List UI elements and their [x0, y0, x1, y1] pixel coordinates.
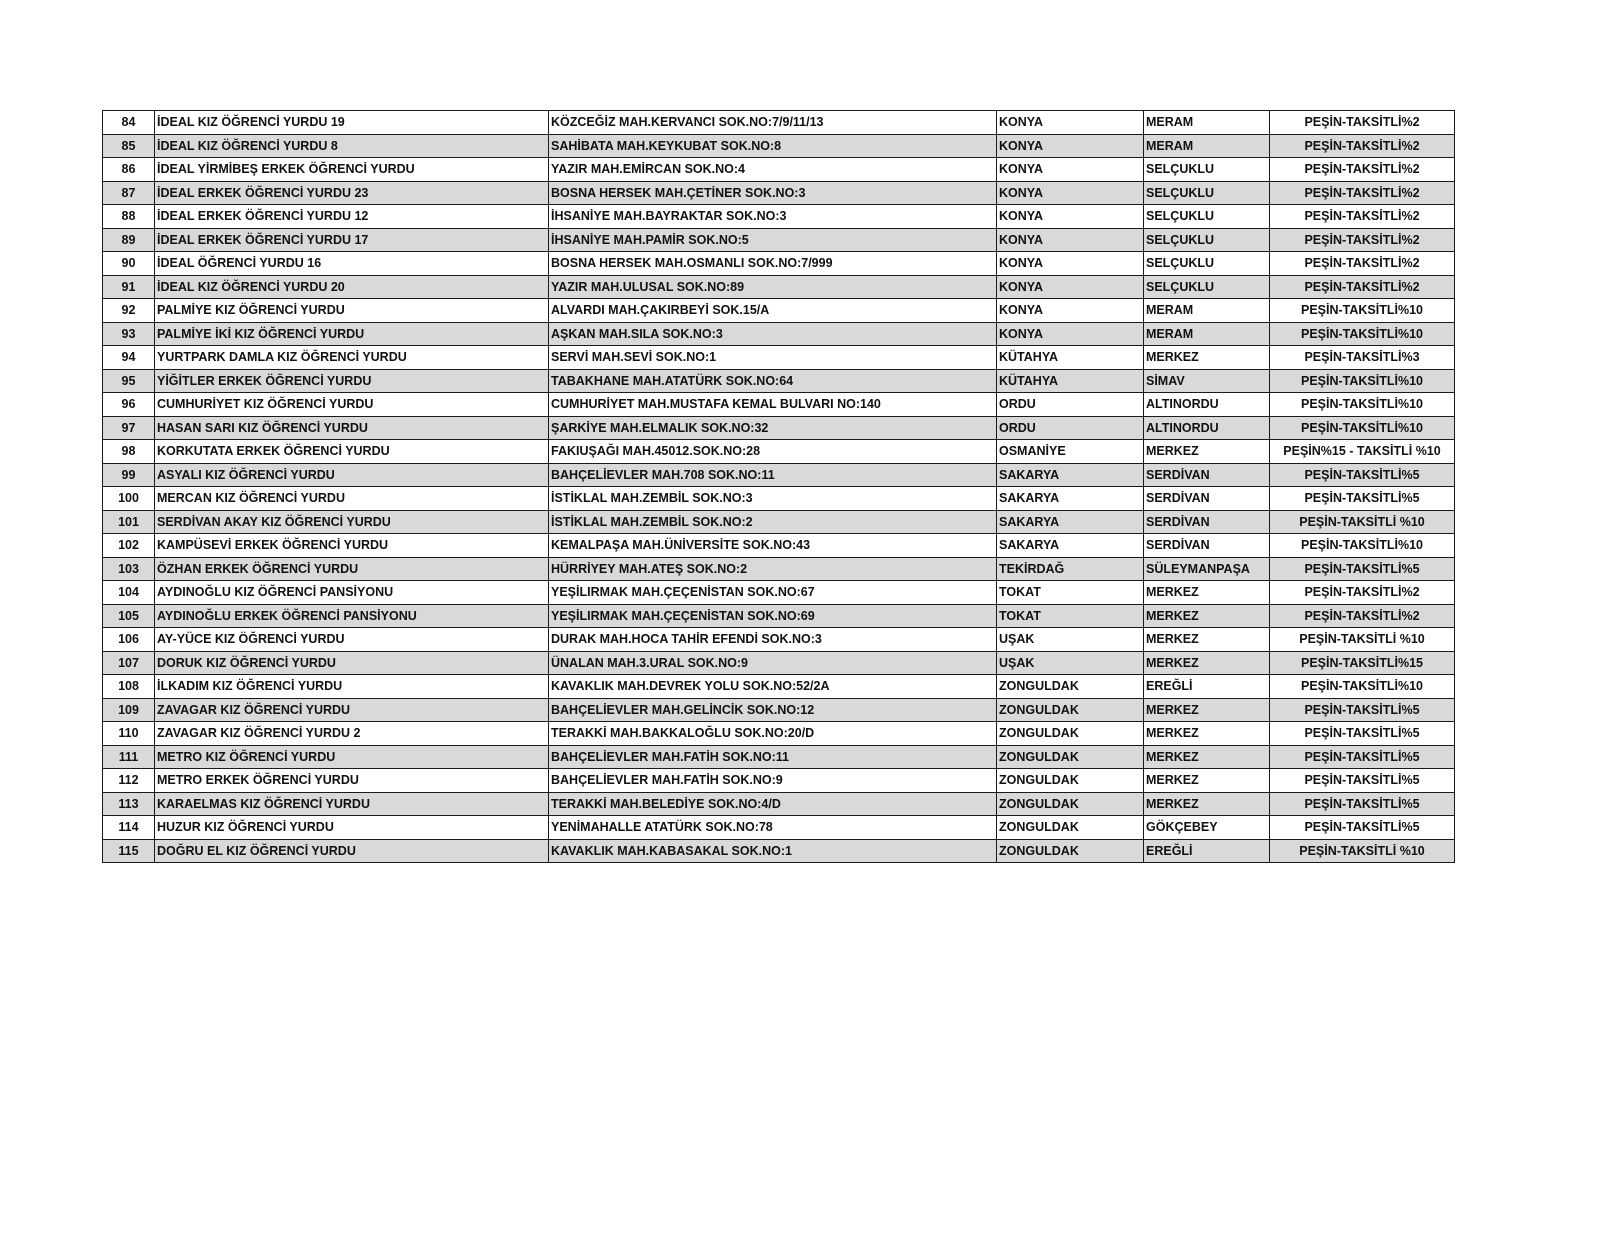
payment-cell: PEŞİN-TAKSİTLİ%10	[1270, 322, 1455, 346]
district-cell: SERDİVAN	[1144, 534, 1270, 558]
city-cell: ZONGULDAK	[997, 769, 1144, 793]
payment-cell: PEŞİN%15 - TAKSİTLİ %10	[1270, 440, 1455, 464]
payment-cell: PEŞİN-TAKSİTLİ%5	[1270, 557, 1455, 581]
dormitory-sheet	[102, 110, 1455, 863]
address-cell: BAHÇELİEVLER MAH.708 SOK.NO:11	[549, 463, 997, 487]
dorm-name-cell: ZAVAGAR KIZ ÖĞRENCİ YURDU	[155, 698, 549, 722]
city-cell: ZONGULDAK	[997, 698, 1144, 722]
table-row	[103, 252, 1455, 276]
city-cell: KONYA	[997, 205, 1144, 229]
payment-cell: PEŞİN-TAKSİTLİ%5	[1270, 792, 1455, 816]
district-cell: MERKEZ	[1144, 698, 1270, 722]
district-cell: MERAM	[1144, 299, 1270, 323]
table-row	[103, 393, 1455, 417]
payment-cell: PEŞİN-TAKSİTLİ %10	[1270, 839, 1455, 863]
dormitory-table	[102, 110, 1455, 863]
table-row	[103, 839, 1455, 863]
dorm-name-cell: İDEAL KIZ ÖĞRENCİ YURDU 20	[155, 275, 549, 299]
table-body	[103, 111, 1455, 863]
dorm-name-cell: ZAVAGAR KIZ ÖĞRENCİ YURDU 2	[155, 722, 549, 746]
row-number-cell: 94	[103, 346, 155, 370]
dorm-name-cell: DOĞRU EL KIZ ÖĞRENCİ YURDU	[155, 839, 549, 863]
payment-cell: PEŞİN-TAKSİTLİ%2	[1270, 205, 1455, 229]
payment-cell: PEŞİN-TAKSİTLİ%10	[1270, 393, 1455, 417]
dorm-name-cell: KARAELMAS KIZ ÖĞRENCİ YURDU	[155, 792, 549, 816]
dorm-name-cell: PALMİYE İKİ KIZ ÖĞRENCİ YURDU	[155, 322, 549, 346]
address-cell: BAHÇELİEVLER MAH.GELİNCİK SOK.NO:12	[549, 698, 997, 722]
payment-cell: PEŞİN-TAKSİTLİ%2	[1270, 252, 1455, 276]
address-cell: YEŞİLIRMAK MAH.ÇEÇENİSTAN SOK.NO:69	[549, 604, 997, 628]
payment-cell: PEŞİN-TAKSİTLİ %10	[1270, 510, 1455, 534]
city-cell: SAKARYA	[997, 510, 1144, 534]
district-cell: ALTINORDU	[1144, 416, 1270, 440]
district-cell: GÖKÇEBEY	[1144, 816, 1270, 840]
table-row	[103, 322, 1455, 346]
table-row	[103, 651, 1455, 675]
row-number-cell: 113	[103, 792, 155, 816]
row-number-cell: 97	[103, 416, 155, 440]
city-cell: TEKİRDAĞ	[997, 557, 1144, 581]
address-cell: YEŞİLIRMAK MAH.ÇEÇENİSTAN SOK.NO:67	[549, 581, 997, 605]
table-row	[103, 228, 1455, 252]
dorm-name-cell: HUZUR KIZ ÖĞRENCİ YURDU	[155, 816, 549, 840]
payment-cell: PEŞİN-TAKSİTLİ%2	[1270, 275, 1455, 299]
address-cell: BAHÇELİEVLER MAH.FATİH SOK.NO:9	[549, 769, 997, 793]
table-row	[103, 534, 1455, 558]
district-cell: MERKEZ	[1144, 604, 1270, 628]
district-cell: MERKEZ	[1144, 346, 1270, 370]
row-number-cell: 114	[103, 816, 155, 840]
payment-cell: PEŞİN-TAKSİTLİ%2	[1270, 181, 1455, 205]
table-row	[103, 134, 1455, 158]
city-cell: KONYA	[997, 134, 1144, 158]
table-row	[103, 111, 1455, 135]
dorm-name-cell: AYDINOĞLU ERKEK ÖĞRENCİ PANSİYONU	[155, 604, 549, 628]
dorm-name-cell: İDEAL ERKEK ÖĞRENCİ YURDU 12	[155, 205, 549, 229]
dorm-name-cell: METRO ERKEK ÖĞRENCİ YURDU	[155, 769, 549, 793]
city-cell: SAKARYA	[997, 534, 1144, 558]
table-row	[103, 722, 1455, 746]
address-cell: CUMHURİYET MAH.MUSTAFA KEMAL BULVARI NO:140	[549, 393, 997, 417]
district-cell: MERKEZ	[1144, 440, 1270, 464]
table-row	[103, 628, 1455, 652]
dorm-name-cell: MERCAN KIZ ÖĞRENCİ YURDU	[155, 487, 549, 511]
row-number-cell: 86	[103, 158, 155, 182]
table-row	[103, 205, 1455, 229]
payment-cell: PEŞİN-TAKSİTLİ%5	[1270, 698, 1455, 722]
address-cell: BOSNA HERSEK MAH.OSMANLI SOK.NO:7/999	[549, 252, 997, 276]
dorm-name-cell: AY-YÜCE KIZ ÖĞRENCİ YURDU	[155, 628, 549, 652]
table-row	[103, 769, 1455, 793]
payment-cell: PEŞİN-TAKSİTLİ%5	[1270, 463, 1455, 487]
city-cell: KONYA	[997, 181, 1144, 205]
district-cell: SERDİVAN	[1144, 487, 1270, 511]
address-cell: SAHİBATA MAH.KEYKUBAT SOK.NO:8	[549, 134, 997, 158]
dorm-name-cell: SERDİVAN AKAY KIZ ÖĞRENCİ YURDU	[155, 510, 549, 534]
address-cell: SERVİ MAH.SEVİ SOK.NO:1	[549, 346, 997, 370]
table-row	[103, 181, 1455, 205]
payment-cell: PEŞİN-TAKSİTLİ%15	[1270, 651, 1455, 675]
district-cell: SELÇUKLU	[1144, 158, 1270, 182]
district-cell: SELÇUKLU	[1144, 252, 1270, 276]
city-cell: SAKARYA	[997, 487, 1144, 511]
address-cell: DURAK MAH.HOCA TAHİR EFENDİ SOK.NO:3	[549, 628, 997, 652]
table-row	[103, 792, 1455, 816]
row-number-cell: 101	[103, 510, 155, 534]
row-number-cell: 84	[103, 111, 155, 135]
address-cell: ALVARDI MAH.ÇAKIRBEYİ SOK.15/A	[549, 299, 997, 323]
city-cell: TOKAT	[997, 604, 1144, 628]
row-number-cell: 115	[103, 839, 155, 863]
table-row	[103, 440, 1455, 464]
table-row	[103, 581, 1455, 605]
district-cell: SELÇUKLU	[1144, 275, 1270, 299]
address-cell: TABAKHANE MAH.ATATÜRK SOK.NO:64	[549, 369, 997, 393]
row-number-cell: 89	[103, 228, 155, 252]
district-cell: MERKEZ	[1144, 722, 1270, 746]
address-cell: İHSANİYE MAH.PAMİR SOK.NO:5	[549, 228, 997, 252]
district-cell: MERAM	[1144, 111, 1270, 135]
city-cell: KÜTAHYA	[997, 369, 1144, 393]
dorm-name-cell: CUMHURİYET KIZ ÖĞRENCİ YURDU	[155, 393, 549, 417]
row-number-cell: 96	[103, 393, 155, 417]
row-number-cell: 87	[103, 181, 155, 205]
city-cell: KONYA	[997, 158, 1144, 182]
address-cell: İHSANİYE MAH.BAYRAKTAR SOK.NO:3	[549, 205, 997, 229]
city-cell: ZONGULDAK	[997, 839, 1144, 863]
district-cell: EREĞLİ	[1144, 675, 1270, 699]
district-cell: MERKEZ	[1144, 581, 1270, 605]
payment-cell: PEŞİN-TAKSİTLİ%5	[1270, 722, 1455, 746]
address-cell: KAVAKLIK MAH.KABASAKAL SOK.NO:1	[549, 839, 997, 863]
city-cell: ZONGULDAK	[997, 745, 1144, 769]
payment-cell: PEŞİN-TAKSİTLİ%2	[1270, 111, 1455, 135]
payment-cell: PEŞİN-TAKSİTLİ%5	[1270, 816, 1455, 840]
payment-cell: PEŞİN-TAKSİTLİ%2	[1270, 581, 1455, 605]
district-cell: ALTINORDU	[1144, 393, 1270, 417]
row-number-cell: 109	[103, 698, 155, 722]
table-row	[103, 604, 1455, 628]
row-number-cell: 102	[103, 534, 155, 558]
district-cell: SERDİVAN	[1144, 463, 1270, 487]
city-cell: KONYA	[997, 111, 1144, 135]
district-cell: MERKEZ	[1144, 792, 1270, 816]
row-number-cell: 110	[103, 722, 155, 746]
city-cell: KONYA	[997, 252, 1144, 276]
row-number-cell: 105	[103, 604, 155, 628]
dorm-name-cell: İDEAL KIZ ÖĞRENCİ YURDU 8	[155, 134, 549, 158]
row-number-cell: 90	[103, 252, 155, 276]
dorm-name-cell: İDEAL ERKEK ÖĞRENCİ YURDU 17	[155, 228, 549, 252]
table-row	[103, 275, 1455, 299]
payment-cell: PEŞİN-TAKSİTLİ%2	[1270, 158, 1455, 182]
address-cell: TERAKKİ MAH.BAKKALOĞLU SOK.NO:20/D	[549, 722, 997, 746]
district-cell: SELÇUKLU	[1144, 181, 1270, 205]
payment-cell: PEŞİN-TAKSİTLİ%5	[1270, 745, 1455, 769]
city-cell: ZONGULDAK	[997, 675, 1144, 699]
table-row	[103, 158, 1455, 182]
row-number-cell: 98	[103, 440, 155, 464]
district-cell: SERDİVAN	[1144, 510, 1270, 534]
dorm-name-cell: AYDINOĞLU KIZ ÖĞRENCİ PANSİYONU	[155, 581, 549, 605]
city-cell: KONYA	[997, 299, 1144, 323]
payment-cell: PEŞİN-TAKSİTLİ%3	[1270, 346, 1455, 370]
row-number-cell: 104	[103, 581, 155, 605]
district-cell: MERAM	[1144, 322, 1270, 346]
payment-cell: PEŞİN-TAKSİTLİ%2	[1270, 604, 1455, 628]
address-cell: BAHÇELİEVLER MAH.FATİH SOK.NO:11	[549, 745, 997, 769]
dorm-name-cell: İLKADIM KIZ ÖĞRENCİ YURDU	[155, 675, 549, 699]
row-number-cell: 107	[103, 651, 155, 675]
row-number-cell: 103	[103, 557, 155, 581]
dorm-name-cell: ÖZHAN ERKEK ÖĞRENCİ YURDU	[155, 557, 549, 581]
payment-cell: PEŞİN-TAKSİTLİ%10	[1270, 675, 1455, 699]
address-cell: TERAKKİ MAH.BELEDİYE SOK.NO:4/D	[549, 792, 997, 816]
table-row	[103, 369, 1455, 393]
dorm-name-cell: YURTPARK DAMLA KIZ ÖĞRENCİ YURDU	[155, 346, 549, 370]
city-cell: OSMANİYE	[997, 440, 1144, 464]
city-cell: KÜTAHYA	[997, 346, 1144, 370]
district-cell: MERKEZ	[1144, 628, 1270, 652]
district-cell: SELÇUKLU	[1144, 228, 1270, 252]
payment-cell: PEŞİN-TAKSİTLİ%10	[1270, 534, 1455, 558]
payment-cell: PEŞİN-TAKSİTLİ%2	[1270, 228, 1455, 252]
table-row	[103, 745, 1455, 769]
address-cell: YENİMAHALLE ATATÜRK SOK.NO:78	[549, 816, 997, 840]
payment-cell: PEŞİN-TAKSİTLİ%5	[1270, 769, 1455, 793]
row-number-cell: 100	[103, 487, 155, 511]
district-cell: MERKEZ	[1144, 745, 1270, 769]
address-cell: YAZIR MAH.EMİRCAN SOK.NO:4	[549, 158, 997, 182]
dorm-name-cell: İDEAL ÖĞRENCİ YURDU 16	[155, 252, 549, 276]
row-number-cell: 99	[103, 463, 155, 487]
city-cell: ORDU	[997, 416, 1144, 440]
address-cell: İSTİKLAL MAH.ZEMBİL SOK.NO:3	[549, 487, 997, 511]
address-cell: ŞARKİYE MAH.ELMALIK SOK.NO:32	[549, 416, 997, 440]
address-cell: KAVAKLIK MAH.DEVREK YOLU SOK.NO:52/2A	[549, 675, 997, 699]
dorm-name-cell: PALMİYE KIZ ÖĞRENCİ YURDU	[155, 299, 549, 323]
address-cell: KEMALPAŞA MAH.ÜNİVERSİTE SOK.NO:43	[549, 534, 997, 558]
payment-cell: PEŞİN-TAKSİTLİ%2	[1270, 134, 1455, 158]
dorm-name-cell: DORUK KIZ ÖĞRENCİ YURDU	[155, 651, 549, 675]
city-cell: KONYA	[997, 275, 1144, 299]
payment-cell: PEŞİN-TAKSİTLİ%10	[1270, 416, 1455, 440]
table-row	[103, 816, 1455, 840]
table-row	[103, 510, 1455, 534]
dorm-name-cell: HASAN SARI KIZ ÖĞRENCİ YURDU	[155, 416, 549, 440]
address-cell: AŞKAN MAH.SILA SOK.NO:3	[549, 322, 997, 346]
address-cell: FAKIUŞAĞI MAH.45012.SOK.NO:28	[549, 440, 997, 464]
row-number-cell: 95	[103, 369, 155, 393]
row-number-cell: 93	[103, 322, 155, 346]
row-number-cell: 88	[103, 205, 155, 229]
payment-cell: PEŞİN-TAKSİTLİ%10	[1270, 299, 1455, 323]
payment-cell: PEŞİN-TAKSİTLİ %10	[1270, 628, 1455, 652]
city-cell: UŞAK	[997, 651, 1144, 675]
row-number-cell: 85	[103, 134, 155, 158]
payment-cell: PEŞİN-TAKSİTLİ%10	[1270, 369, 1455, 393]
district-cell: MERAM	[1144, 134, 1270, 158]
address-cell: ÜNALAN MAH.3.URAL SOK.NO:9	[549, 651, 997, 675]
dorm-name-cell: KAMPÜSEVİ ERKEK ÖĞRENCİ YURDU	[155, 534, 549, 558]
dorm-name-cell: İDEAL YİRMİBEŞ ERKEK ÖĞRENCİ YURDU	[155, 158, 549, 182]
row-number-cell: 106	[103, 628, 155, 652]
dorm-name-cell: KORKUTATA ERKEK ÖĞRENCİ YURDU	[155, 440, 549, 464]
dorm-name-cell: İDEAL ERKEK ÖĞRENCİ YURDU 23	[155, 181, 549, 205]
table-row	[103, 346, 1455, 370]
address-cell: HÜRRİYEY MAH.ATEŞ SOK.NO:2	[549, 557, 997, 581]
city-cell: SAKARYA	[997, 463, 1144, 487]
city-cell: ZONGULDAK	[997, 792, 1144, 816]
row-number-cell: 92	[103, 299, 155, 323]
row-number-cell: 111	[103, 745, 155, 769]
district-cell: SELÇUKLU	[1144, 205, 1270, 229]
city-cell: KONYA	[997, 322, 1144, 346]
city-cell: ZONGULDAK	[997, 816, 1144, 840]
address-cell: YAZIR MAH.ULUSAL SOK.NO:89	[549, 275, 997, 299]
table-row	[103, 416, 1455, 440]
payment-cell: PEŞİN-TAKSİTLİ%5	[1270, 487, 1455, 511]
dorm-name-cell: METRO KIZ ÖĞRENCİ YURDU	[155, 745, 549, 769]
row-number-cell: 108	[103, 675, 155, 699]
table-row	[103, 299, 1455, 323]
address-cell: BOSNA HERSEK MAH.ÇETİNER SOK.NO:3	[549, 181, 997, 205]
table-row	[103, 675, 1455, 699]
table-row	[103, 557, 1455, 581]
city-cell: TOKAT	[997, 581, 1144, 605]
table-row	[103, 487, 1455, 511]
city-cell: UŞAK	[997, 628, 1144, 652]
row-number-cell: 91	[103, 275, 155, 299]
district-cell: MERKEZ	[1144, 651, 1270, 675]
table-row	[103, 463, 1455, 487]
dorm-name-cell: YİĞİTLER ERKEK ÖĞRENCİ YURDU	[155, 369, 549, 393]
dorm-name-cell: ASYALI KIZ ÖĞRENCİ YURDU	[155, 463, 549, 487]
row-number-cell: 112	[103, 769, 155, 793]
district-cell: SİMAV	[1144, 369, 1270, 393]
city-cell: ORDU	[997, 393, 1144, 417]
address-cell: İSTİKLAL MAH.ZEMBİL SOK.NO:2	[549, 510, 997, 534]
district-cell: EREĞLİ	[1144, 839, 1270, 863]
district-cell: MERKEZ	[1144, 769, 1270, 793]
city-cell: ZONGULDAK	[997, 722, 1144, 746]
dorm-name-cell: İDEAL KIZ ÖĞRENCİ YURDU 19	[155, 111, 549, 135]
table-row	[103, 698, 1455, 722]
address-cell: KÖZCEĞİZ MAH.KERVANCI SOK.NO:7/9/11/13	[549, 111, 997, 135]
city-cell: KONYA	[997, 228, 1144, 252]
district-cell: SÜLEYMANPAŞA	[1144, 557, 1270, 581]
